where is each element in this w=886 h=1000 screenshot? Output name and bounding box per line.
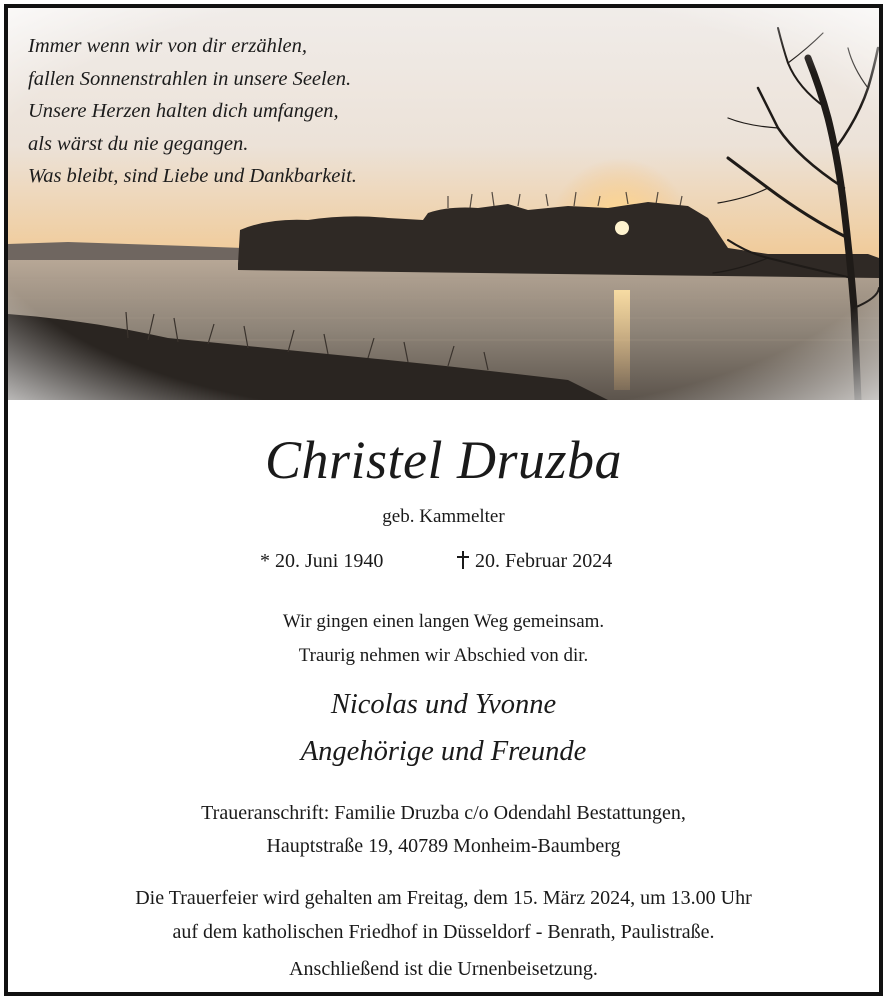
farewell-line: Wir gingen einen langen Weg gemeinsam. bbox=[282, 611, 605, 632]
poem-line: als wärst du nie gegangen. bbox=[28, 132, 249, 155]
deceased-name: Christel Druzba bbox=[264, 430, 623, 490]
poem-line: fallen Sonnenstrahlen in unsere Seelen. bbox=[28, 67, 352, 90]
death-date-group bbox=[457, 548, 612, 574]
poem-line: Unsere Herzen halten dich umfangen, bbox=[28, 100, 339, 122]
mourners bbox=[8, 681, 879, 775]
mourner-line: Angehörige und Freunde bbox=[300, 736, 587, 767]
poem-line: Immer wenn wir von dir erzählen, bbox=[28, 35, 308, 57]
urn-burial-note: Anschließend ist die Urnenbeisetzung. bbox=[289, 958, 598, 980]
farewell-line: Traurig nehmen wir Abschied von dir. bbox=[298, 645, 589, 666]
ceremony-line: Die Trauerfeier wird gehalten am Freitag, dem 15. März 2024, um 13.00 Uhr bbox=[135, 887, 752, 909]
ceremony-line: auf dem katholischen Friedhof in Düsseldorf - Benrath, Paulistraße. bbox=[172, 921, 715, 943]
maiden-name: geb. Kammelter bbox=[382, 506, 505, 527]
sunset-river-photo bbox=[8, 8, 879, 400]
poem-line: Was bleibt, sind Liebe und Dankbarkeit. bbox=[28, 165, 357, 187]
life-dates bbox=[8, 548, 879, 574]
obituary-frame bbox=[4, 4, 883, 996]
farewell-message bbox=[8, 605, 879, 673]
address-line: Traueranschrift: Familie Druzba c/o Odendahl Bestattungen, bbox=[201, 802, 686, 824]
funeral-ceremony-info bbox=[8, 881, 879, 949]
birth-date: * 20. Juni 1940 bbox=[260, 550, 384, 572]
poem bbox=[28, 30, 357, 193]
address-line: Hauptstraße 19, 40789 Monheim-Baumberg bbox=[266, 835, 621, 857]
mourner-line: Nicolas und Yvonne bbox=[330, 689, 557, 720]
cross-icon bbox=[457, 551, 469, 569]
death-date: 20. Februar 2024 bbox=[475, 550, 613, 572]
mourning-address bbox=[8, 797, 879, 863]
